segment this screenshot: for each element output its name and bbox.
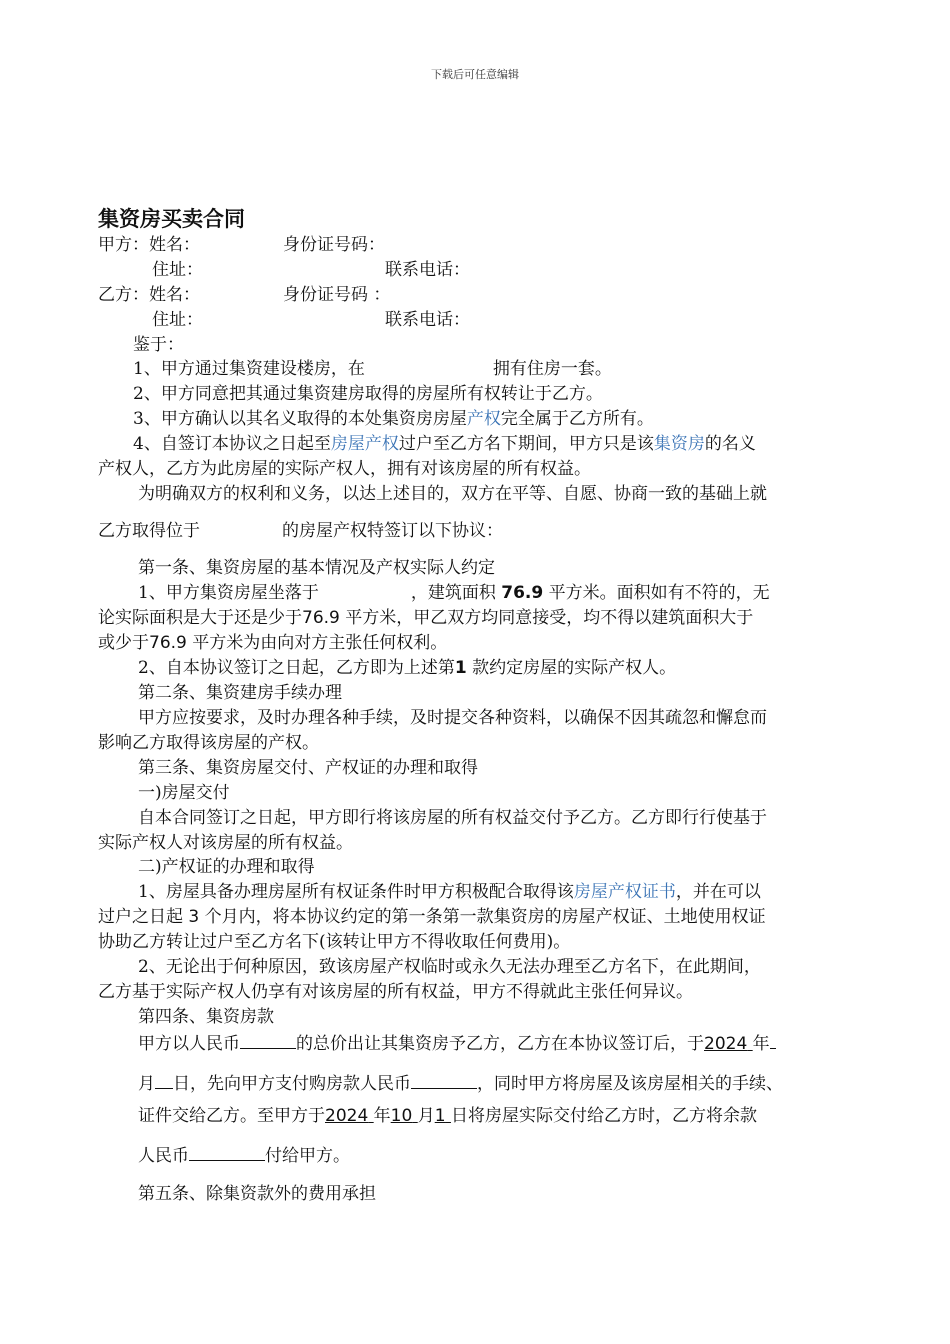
recital-4-text-b: 过户至乙方名下期间，甲方只是该 [398, 434, 654, 454]
art4-line3-month: 月 [417, 1106, 435, 1126]
art3-1-line2-b: 个月内，将本协议约定的第一条第一款集资房的房屋产权证、土地使用权证 [204, 907, 766, 927]
party-b-address-label: 住址： [152, 310, 203, 330]
art4-line2-c: ，同时甲方将房屋及该房屋相关的手续、 [477, 1074, 783, 1094]
art4-line4-a: 人民币 [138, 1146, 189, 1166]
fundraised-housing-link[interactable]: 集资房 [653, 434, 705, 454]
art4-year-char: 年 [752, 1034, 770, 1054]
article-4-title: 第四条、集资房款 [138, 1007, 274, 1027]
article-1-clause-1 [138, 582, 770, 604]
art1-1-line2-b: 平方米，甲乙双方均同意接受，均不得以建筑面积大于 [345, 608, 754, 628]
art1-2-text-b: 款约定房屋的实际产权人。 [472, 658, 677, 678]
article-2-line-2: 影响乙方取得该房屋的产权。 [98, 733, 319, 753]
party-a-id-label: 身份证号码： [283, 235, 385, 255]
article-4-line-2 [138, 1071, 783, 1095]
area-value-2: 76.9 [302, 608, 340, 628]
party-a-address-label: 住址： [152, 260, 203, 280]
property-rights-link[interactable]: 产权 [466, 409, 501, 429]
art4-line3-year: 年 [373, 1106, 391, 1126]
recital-4-line-2: 产权人，乙方为此房屋的实际产权人，拥有对该房屋的所有权益。 [98, 459, 591, 479]
article-4-line-3 [138, 1105, 757, 1127]
payment-year-1: 2024 [704, 1034, 748, 1054]
art4-line1-a: 甲方以人民币 [138, 1034, 240, 1054]
header-note: 下载后可任意编辑 [431, 68, 519, 81]
delivery-day: 1 [434, 1106, 446, 1126]
party-a-phone-label: 联系电话： [385, 260, 470, 280]
art3-1-line2-a: 过户之日起 [98, 907, 183, 927]
article-3-clause-1 [138, 881, 761, 903]
area-value-3: 76.9 [149, 633, 187, 653]
document-title: 集资房买卖合同 [98, 207, 245, 231]
recital-1 [133, 358, 612, 380]
purpose-line-2 [98, 520, 503, 542]
delivery-month: 10 [390, 1106, 413, 1126]
house-property-rights-link[interactable]: 房屋产权 [330, 434, 399, 454]
down-payment-blank[interactable] [411, 1071, 477, 1089]
article-1-clause-2 [138, 657, 676, 679]
purpose-line-1: 为明确双方的权利和义务，以达上述目的，双方在平等、自愿、协商一致的基础上就 [138, 484, 767, 504]
art4-line3-a: 证件交给乙方。至甲方于 [138, 1106, 325, 1126]
recital-3-text-a: 3、甲方确认以其名义取得的本处集资房房屋 [133, 409, 467, 429]
purpose-line-2-a: 乙方取得位于 [98, 521, 200, 541]
art3-1-text-b: ，并在可以 [675, 882, 761, 902]
year-trailing-blank [770, 1031, 776, 1049]
recital-2: 2、甲方同意把其通过集资建房取得的房屋所有权转让于乙方。 [133, 384, 603, 404]
article-3-sub-1: 一)房屋交付 [138, 783, 230, 803]
party-b-id-label: 身份证号码 ： [283, 285, 391, 305]
article-4-line-4 [138, 1143, 350, 1167]
article-2-title: 第二条、集资建房手续办理 [138, 683, 342, 703]
party-a-name-label: 甲方：姓名： [98, 235, 200, 255]
area-value: 76.9 [501, 583, 544, 603]
recital-1-text-a: 1、甲方通过集资建设楼房，在 [133, 359, 365, 379]
article-3-clause-2-line-1: 2、无论出于何种原因，致该房屋产权临时或永久无法办理至乙方名下，在此期间， [138, 957, 761, 977]
article-3-sub-2: 二)产权证的办理和取得 [138, 857, 315, 877]
art1-2-number: 1 [454, 658, 467, 678]
delivery-year: 2024 [325, 1106, 369, 1126]
art1-1-line2-a: 论实际面积是大于还是少于 [98, 608, 302, 628]
art1-2-text-a: 2、自本协议签订之日起，乙方即为上述第 [138, 658, 455, 678]
article-1-clause-1-line-2 [98, 607, 753, 629]
party-b-name-label: 乙方：姓名： [98, 285, 200, 305]
purpose-line-2-b: 的房屋产权特签订以下协议： [282, 521, 503, 541]
article-5-title: 第五条、除集资款外的费用承担 [138, 1184, 376, 1204]
art4-line4-b: 付给甲方。 [265, 1146, 350, 1166]
art4-line1-b: 的总价出让其集资房予乙方，乙方在本协议签订后，于 [296, 1034, 704, 1054]
article-3-sub-1-line-1: 自本合同签订之日起，甲方即行将该房屋的所有权益交付予乙方。乙方即行行使基于 [138, 808, 767, 828]
months-value: 3 [188, 907, 200, 927]
article-1-clause-1-line-3 [98, 632, 447, 654]
article-1-title: 第一条、集资房屋的基本情况及产权实际人约定 [138, 558, 495, 578]
art1-1-text-a: 1、甲方集资房屋坐落于 [138, 583, 319, 603]
balance-blank[interactable] [189, 1143, 265, 1161]
recital-4 [133, 433, 756, 455]
art4-line2-a: 月 [138, 1074, 155, 1094]
article-3-clause-1-line-3: 协助乙方转让过户至乙方名下(该转让甲方不得收取任何费用)。 [98, 932, 571, 952]
article-4-line-1 [138, 1031, 776, 1055]
art4-line3-b: 日将房屋实际交付给乙方时，乙方将余款 [450, 1106, 757, 1126]
art1-1-line3-b: 平方米为由向对方主张任何权利。 [192, 633, 448, 653]
art3-1-text-a: 1、房屋具备办理房屋所有权证条件时甲方积极配合取得该 [138, 882, 574, 902]
recital-4-text-c: 的名义 [704, 434, 756, 454]
art1-1-text-c: 平方米。面积如有不符的，无 [548, 583, 770, 603]
party-a-name-row [98, 234, 200, 256]
recital-1-text-b: 拥有住房一套。 [492, 359, 612, 379]
recital-3-text-b: 完全属于乙方所有。 [500, 409, 654, 429]
recital-4-text-a: 4、自签订本协议之日起至 [133, 434, 331, 454]
total-price-blank[interactable] [240, 1031, 296, 1049]
article-3-sub-1-line-2: 实际产权人对该房屋的所有权益。 [98, 833, 353, 853]
party-b-phone-label: 联系电话： [385, 310, 470, 330]
whereas-heading: 鉴于： [133, 335, 184, 355]
article-3-clause-1-line-2 [98, 906, 766, 928]
day-blank[interactable] [155, 1071, 173, 1089]
recital-3 [133, 408, 654, 430]
article-2-line-1: 甲方应按要求，及时办理各种手续，及时提交各种资料，以确保不因其疏忽和懈怠而 [138, 708, 767, 728]
article-3-title: 第三条、集资房屋交付、产权证的办理和取得 [138, 758, 478, 778]
art4-line2-b: 日，先向甲方支付购房款人民币 [173, 1074, 411, 1094]
art1-1-text-b: ，建筑面积 [410, 583, 496, 603]
art1-1-line3-a: 或少于 [98, 633, 149, 653]
article-3-clause-2-line-2: 乙方基于实际产权人仍享有对该房屋的所有权益，甲方不得就此主张任何异议。 [98, 982, 693, 1002]
property-certificate-link[interactable]: 房屋产权证书 [573, 882, 676, 902]
